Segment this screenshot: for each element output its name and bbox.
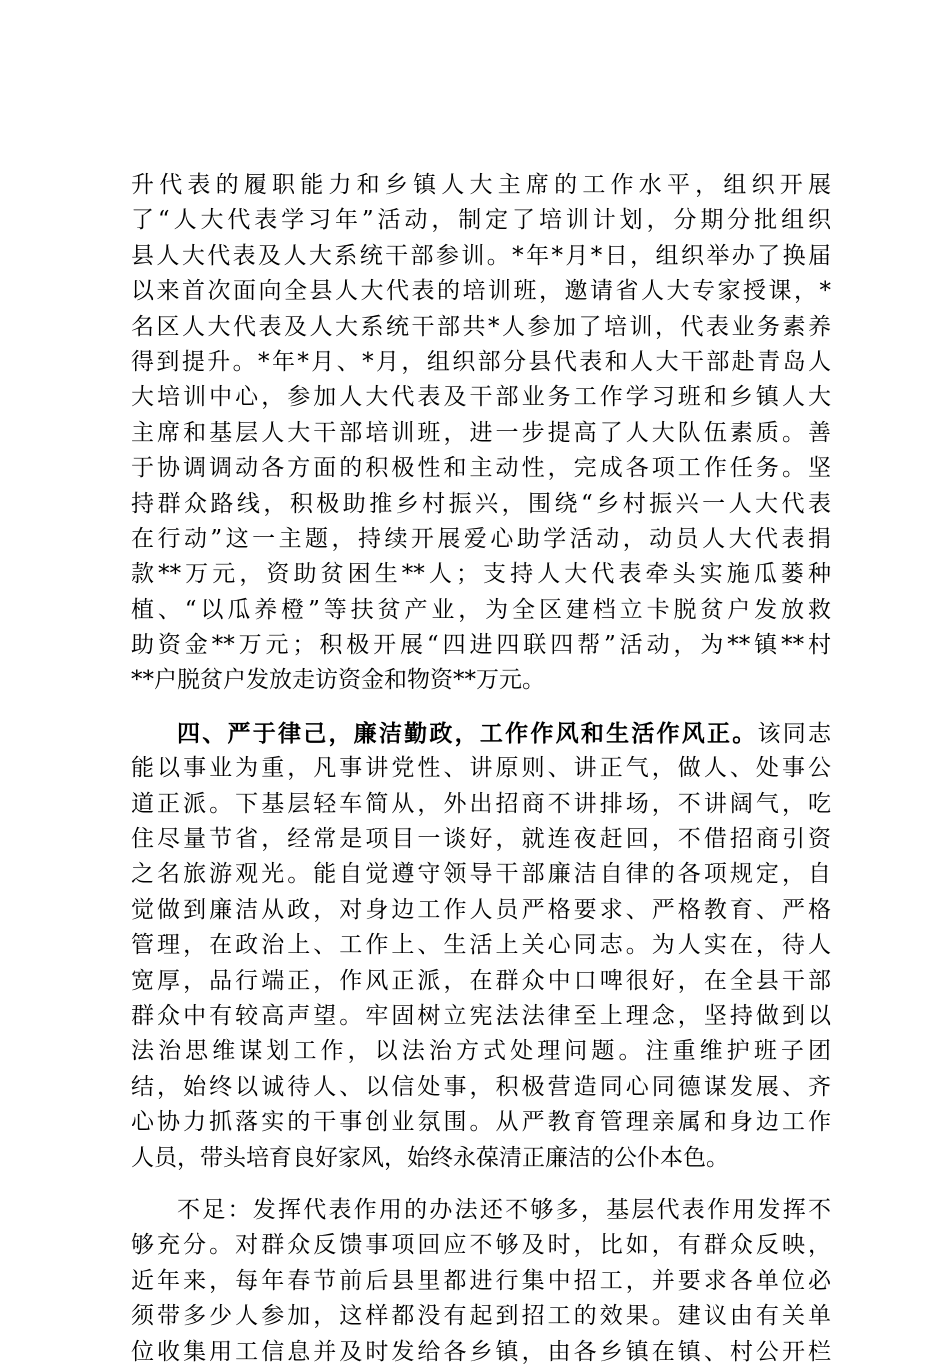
- text-line: 大培训中心，参加人大代表及干部业务工作学习班和乡镇人大: [131, 384, 831, 411]
- text-line: 住尽量节省，经常是项目一谈好，就连夜赶回，不借招商引资: [131, 826, 831, 853]
- text-line: 助资金**万元；积极开展“四进四联四帮”活动，为**镇**村: [131, 632, 831, 659]
- text-line: 觉做到廉洁从政，对身边工作人员严格要求、严格教育、严格: [131, 896, 831, 923]
- paragraph-gap: [131, 1176, 831, 1193]
- paragraph-integrity: [131, 716, 831, 1176]
- text-line: 得到提升。*年*月、*月，组织部分县代表和人大干部赴青岛人: [131, 348, 831, 375]
- text-line: 在行动”这一主题，持续开展爱心助学活动，动员人大代表捐: [131, 525, 831, 552]
- text-line: 心协力抓落实的干事创业氛围。从严教育管理亲属和身边工作: [131, 1109, 831, 1136]
- text-line: 须带多少人参加，这样都没有起到招工的效果。建议由有关单: [131, 1303, 831, 1330]
- text-line: 近年来，每年春节前后县里都进行集中招工，并要求各单位必: [131, 1267, 831, 1294]
- text-line: 升代表的履职能力和乡镇人大主席的工作水平，组织开展: [131, 172, 831, 198]
- text-line: 法治思维谋划工作，以法治方式处理问题。注重维护班子团: [131, 1038, 831, 1065]
- text-line: 管理，在政治上、工作上、生活上关心同志。为人实在，待人: [131, 932, 831, 959]
- text-line: 位收集用工信息并及时发给各乡镇，由各乡镇在镇、村公开栏: [131, 1338, 831, 1365]
- text-line: 能以事业为重，凡事讲党性、讲原则、讲正气，做人、处事公: [131, 755, 831, 782]
- section-heading: 四、严于律己，廉洁勤政，工作作风和生活作风正。: [177, 719, 758, 747]
- text-line: 名区人大代表及人大系统干部共*人参加了培训，代表业务素养: [131, 313, 831, 340]
- text-line: 结，始终以诚待人、以信处事，积极营造同心同德谋发展、齐: [131, 1073, 831, 1100]
- text-line-first: 不足：发挥代表作用的办法还不够多，基层代表作用发挥不: [177, 1196, 831, 1223]
- paragraph-shortcomings: [131, 1193, 831, 1370]
- text-line: 人员，带头培育良好家风，始终永葆清正廉洁的公仆本色。: [131, 1144, 729, 1171]
- text-line: 款**万元，资助贫困生**人；支持人大代表牵头实施瓜蒌种: [131, 561, 831, 588]
- heading-continuation: 该同志: [757, 720, 832, 747]
- text-line: 主席和基层人大干部培训班，进一步提高了人大队伍素质。善: [131, 419, 831, 446]
- text-line: 宽厚，品行端正，作风正派，在群众中口啤很好，在全县干部: [131, 967, 831, 994]
- text-line: 道正派。下基层轻车简从，外出招商不讲排场，不讲阔气，吃: [131, 790, 831, 817]
- text-line: 植、“以瓜养橙”等扶贫产业，为全区建档立卡脱贫户发放救: [131, 596, 831, 623]
- paragraph-representative-training: [131, 168, 831, 699]
- text-line: **户脱贫户发放走访资金和物资**万元。: [131, 667, 545, 694]
- document-page: [131, 168, 831, 1370]
- text-line: 于协调调动各方面的积极性和主动性，完成各项工作任务。坚: [131, 455, 831, 482]
- text-line: 以来首次面向全县人大代表的培训班，邀请省人大专家授课，*: [131, 278, 831, 305]
- text-line: 之名旅游观光。能自觉遵守领导干部廉洁自律的各项规定，自: [131, 861, 831, 888]
- text-line: 群众中有较高声望。牢固树立宪法法律至上理念，坚持做到以: [131, 1002, 831, 1029]
- text-line: 了“人大代表学习年”活动，制定了培训计划，分期分批组织: [131, 207, 831, 234]
- paragraph-gap: [131, 699, 831, 716]
- text-line: 够充分。对群众反馈事项回应不够及时，比如，有群众反映，: [131, 1232, 831, 1259]
- text-line-first: [131, 716, 831, 751]
- text-line: 持群众路线，积极助推乡村振兴，围绕“乡村振兴一人大代表: [131, 490, 831, 517]
- text-line: 县人大代表及人大系统干部参训。*年*月*日，组织举办了换届: [131, 242, 831, 269]
